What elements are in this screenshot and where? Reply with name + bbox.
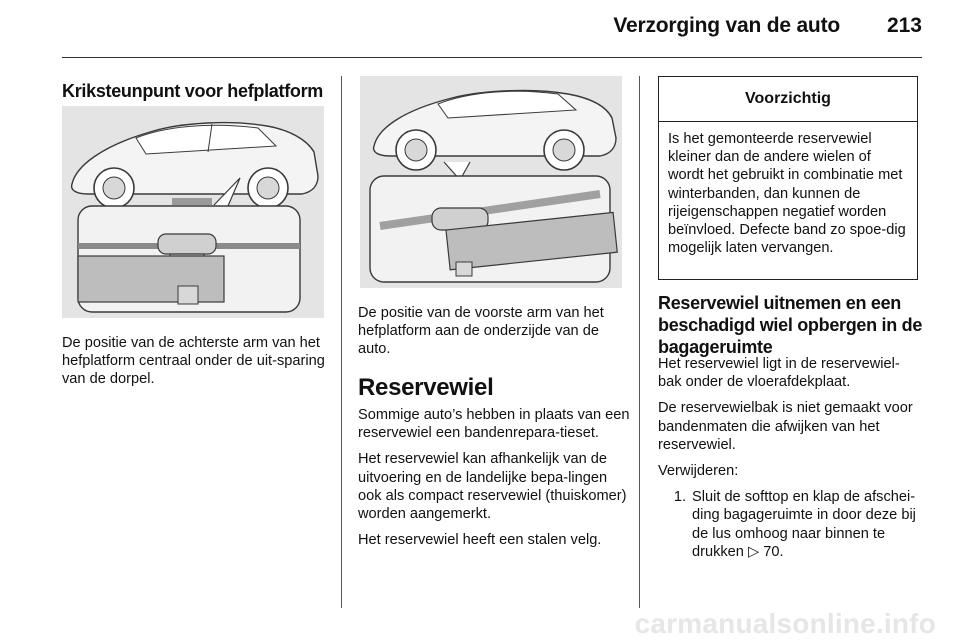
spare-wheel-paragraph-1: Sommige auto’s hebben in plaats van een reservewiel een bandenrepara-tieset.	[358, 407, 630, 442]
page-header-title: Verzorging van de auto	[613, 14, 840, 37]
page-reference-link[interactable]: 70.	[763, 543, 784, 560]
front-lift-arm-illustration	[360, 76, 622, 288]
caution-box	[658, 76, 918, 280]
section-heading-spare-wheel: Reservewiel	[358, 374, 494, 401]
page-reference-arrow-icon: ▷	[747, 543, 760, 560]
section-heading-lift-point: Kriksteunpunt voor hefplatform	[62, 81, 324, 101]
column-divider-2	[639, 76, 640, 608]
caution-text: Is het gemonteerde reservewiel kleiner dan de andere wielen of wordt het gebruikt in combinatie met winterbanden, dan kunnen de rijeigenschappen negatief worden beïnvloed. Defecte band zo spoe-dig mogelijk laten vervangen.	[668, 131, 906, 257]
page-number: 213	[886, 14, 922, 37]
spare-wheel-paragraph-2: Het reservewiel kan afhankelijk van de uitvoering en de landelijke bepa-lingen ook als compact reservewiel (thuiskomer) worden aangemerkt.	[358, 451, 627, 523]
header-divider	[62, 57, 922, 58]
step-number: 1.	[673, 489, 686, 506]
watermark-text: carmanualsonline.info	[634, 608, 936, 639]
rear-lift-arm-illustration	[62, 106, 324, 318]
list-item	[658, 488, 922, 561]
rear-arm-caption: De positie van de achterste arm van het hefplatform centraal onder de uit-sparing van de dorpel.	[62, 335, 325, 388]
remove-paragraph-2: De reservewielbak is niet gemaakt voor bandenmaten die afwijken van het reservewiel.	[658, 400, 913, 453]
spare-wheel-paragraph-3: Het reservewiel heeft een stalen velg.	[358, 532, 602, 549]
remove-paragraph-1: Het reservewiel ligt in de reservewiel-bak onder de vloerafdekplaat.	[658, 356, 900, 391]
section-heading-remove-spare: Reservewiel uitnemen en een beschadigd wiel opbergen in de bagageruimte	[658, 293, 923, 357]
caution-title: Voorzichtig	[659, 77, 917, 122]
column-divider-1	[341, 76, 342, 608]
step-text: Sluit de softtop en klap de afschei-ding bagageruimte in door deze bij de lus omhoog naar binnen te drukken	[692, 489, 916, 560]
front-arm-caption: De positie van de voorste arm van het hefplatform aan de onderzijde van de auto.	[358, 305, 604, 358]
remove-paragraph-3: Verwijderen:	[658, 463, 739, 480]
